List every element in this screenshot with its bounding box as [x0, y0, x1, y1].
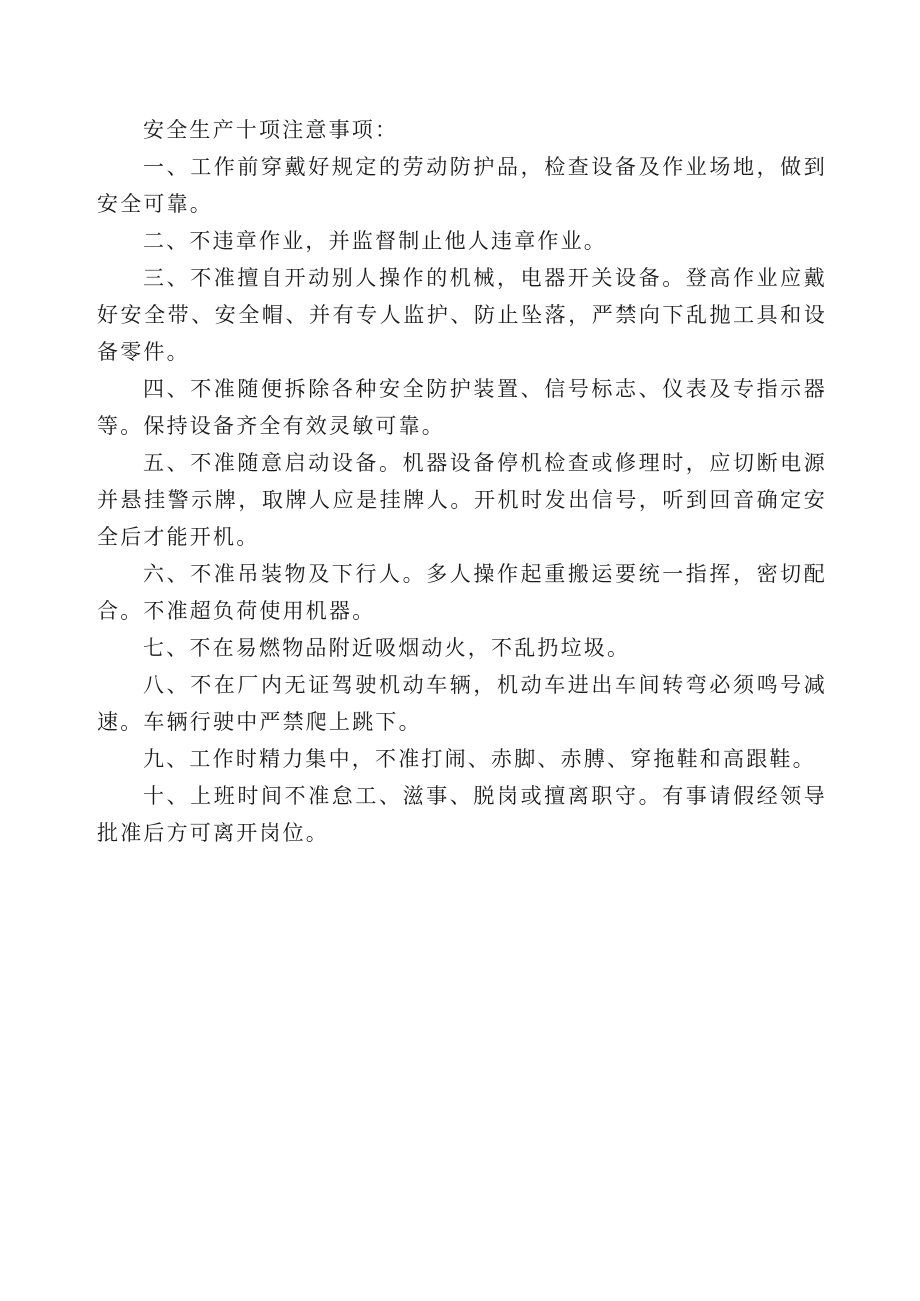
document-heading: 安全生产十项注意事项：	[143, 118, 399, 142]
rule-item-5: 五、不准随意启动设备。机器设备停机检查或修理时，应切断电源并悬挂警示牌，取牌人应是挂牌人。开机时发出信号，听到回音确定安全后才能开机。	[97, 451, 827, 549]
rule-item-10: 十、上班时间不准怠工、滋事、脱岗或擅离职守。有事请假经领导批准后方可离开岗位。	[97, 784, 827, 845]
rule-item-7: 七、不在易燃物品附近吸烟动火，不乱扔垃圾。	[143, 636, 631, 660]
rule-item-2: 二、不违章作业，并监督制止他人违章作业。	[143, 229, 607, 253]
rule-item-8: 八、不在厂内无证驾驶机动车辆，机动车进出车间转弯必须鸣号减速。车辆行驶中严禁爬上跳下。	[97, 673, 827, 734]
rule-item-9: 九、工作时精力集中，不准打闹、赤脚、赤膊、穿拖鞋和高跟鞋。	[143, 747, 816, 771]
rule-item-3: 三、不准擅自开动别人操作的机械，电器开关设备。登高作业应戴好安全带、安全帽、并有专人监护、防止坠落，严禁向下乱抛工具和设备零件。	[97, 266, 827, 364]
document-body	[97, 112, 827, 852]
rule-item-6: 六、不准吊装物及下行人。多人操作起重搬运要统一指挥，密切配合。不准超负荷使用机器。	[97, 562, 827, 623]
rule-item-1: 一、工作前穿戴好规定的劳动防护品，检查设备及作业场地，做到安全可靠。	[97, 155, 827, 216]
rule-item-4: 四、不准随便拆除各种安全防护装置、信号标志、仪表及专指示器等。保持设备齐全有效灵敏可靠。	[97, 377, 827, 438]
